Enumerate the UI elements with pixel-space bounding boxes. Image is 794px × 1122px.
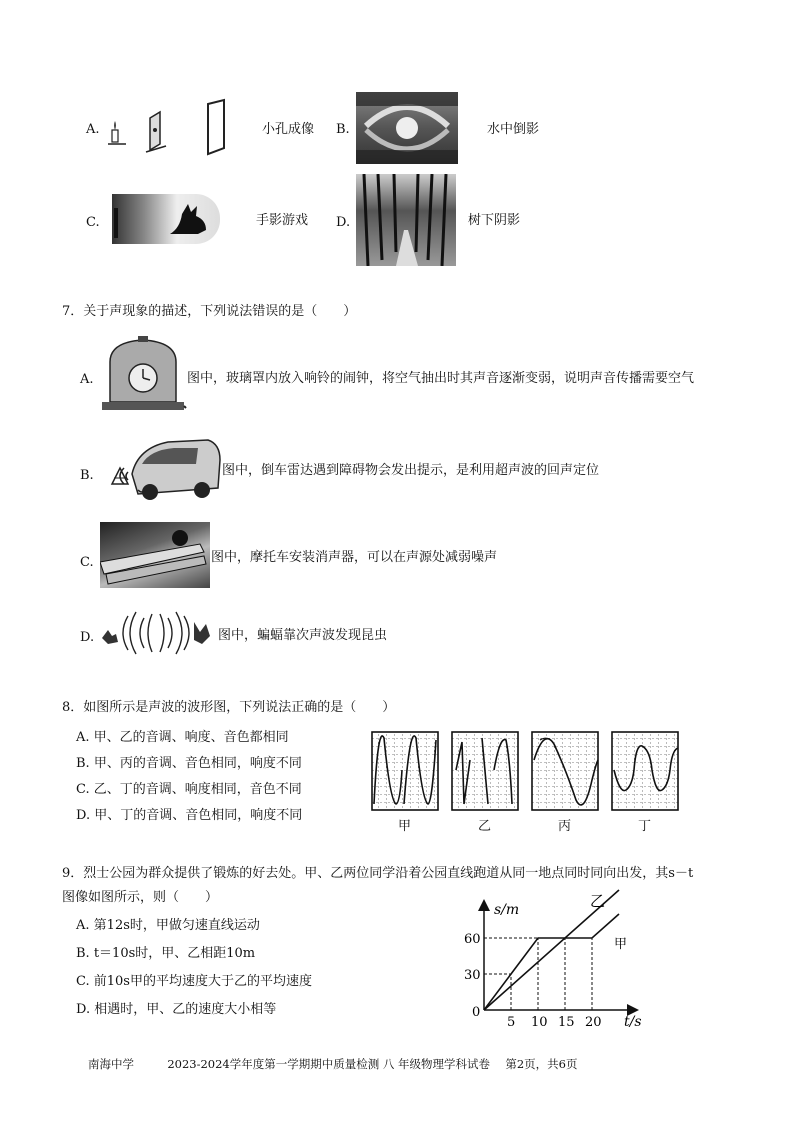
y-tick-30: 30 <box>464 968 481 983</box>
waveform-jia <box>372 732 438 810</box>
st-graph <box>460 880 650 1030</box>
y-axis-label: s/m <box>494 902 520 918</box>
q7-stem: 7．关于声现象的描述，下列说法错误的是（ ） <box>62 304 357 319</box>
origin-label: 0 <box>472 1005 481 1020</box>
x-tick-20: 20 <box>585 1015 602 1030</box>
waveform-bing <box>532 732 598 810</box>
waveform-figure <box>370 730 680 816</box>
wave-label-jia: 甲 <box>398 819 412 834</box>
q7-option-a-text: 图中，玻璃罩内放入响铃的闹钟，将空气抽出时其声音逐渐变弱，说明声音传播需要空气 <box>187 371 695 386</box>
waveform-ding <box>612 732 678 810</box>
hand-shadow-figure <box>112 194 220 244</box>
q8-option-c: C. 乙、丁的音调、响度相同，音色不同 <box>76 782 302 797</box>
x-axis-label: t/s <box>624 1014 642 1030</box>
tree-shadow-photo <box>356 174 456 266</box>
q9-option-a: A. 第12s时，甲做匀速直线运动 <box>76 918 260 933</box>
bell-jar-figure <box>100 336 186 416</box>
bat-sound-figure <box>100 608 212 658</box>
q6-option-d-letter: D. <box>336 215 351 230</box>
q9-option-c: C. 前10s甲的平均速度大于乙的平均速度 <box>76 974 312 989</box>
q6-option-b-caption: 水中倒影 <box>487 122 540 137</box>
q6-option-a-caption: 小孔成像 <box>262 122 315 137</box>
q9-stem-line2: 图像如图所示，则（ ） <box>62 890 219 905</box>
series-label-jia: 甲 <box>614 937 628 952</box>
q9-stem-line1: 9．烈士公园为群众提供了锻炼的好去处。甲、乙两位同学沿着公园直线跑道从同一地点同时同向出发，其s－t <box>62 866 694 881</box>
q7-option-c-text: 图中，摩托车安装消声器，可以在声源处减弱噪声 <box>211 550 498 565</box>
x-tick-10: 10 <box>531 1015 548 1030</box>
wave-label-yi: 乙 <box>478 819 492 834</box>
x-tick-5: 5 <box>507 1015 516 1030</box>
x-tick-15: 15 <box>558 1015 575 1030</box>
wave-label-ding: 丁 <box>638 819 652 834</box>
footer-exam: 2023-2024学年度第一学期期中质量检测 八 年级物理学科试卷 <box>167 1057 491 1071</box>
q8-option-d: D. 甲、丁的音调、音色相同，响度不同 <box>76 808 303 823</box>
q7-option-d-text: 图中，蝙蝠靠次声波发现昆虫 <box>218 628 388 643</box>
q7-option-a-letter: A. <box>80 372 94 387</box>
y-tick-60: 60 <box>464 932 481 947</box>
series-line-jia <box>484 914 619 1010</box>
q6-option-a-letter: A. <box>86 122 100 137</box>
q6-option-c-caption: 手影游戏 <box>256 213 309 228</box>
series-label-yi: 乙 <box>590 892 606 910</box>
reversing-radar-figure <box>98 434 222 504</box>
footer-page: 第2页，共6页 <box>505 1057 578 1071</box>
footer-school: 南海中学 <box>88 1057 134 1071</box>
q7-option-b-text: 图中，倒车雷达遇到障碍物会发出提示，是利用超声波的回声定位 <box>222 463 600 478</box>
q8-option-b: B. 甲、丙的音调、音色相同，响度不同 <box>76 756 302 771</box>
waveform-yi <box>452 732 518 810</box>
q9-option-d: D. 相遇时，甲、乙的速度大小相等 <box>76 1002 277 1017</box>
q7-option-c-letter: C. <box>80 555 94 570</box>
motorcycle-muffler-photo <box>100 522 210 588</box>
pinhole-camera-figure <box>108 100 238 160</box>
q8-stem: 8．如图所示是声波的波形图，下列说法正确的是（ ） <box>62 700 396 715</box>
q6-option-c-letter: C. <box>86 215 100 230</box>
q7-option-d-letter: D. <box>80 630 95 645</box>
q8-option-a: A. 甲、乙的音调、响度、音色都相同 <box>76 730 289 745</box>
water-reflection-photo <box>356 92 458 164</box>
q6-option-d-caption: 树下阴影 <box>468 213 521 228</box>
page-footer <box>88 1056 578 1072</box>
q6-option-b-letter: B. <box>336 122 350 137</box>
q7-option-b-letter: B. <box>80 468 94 483</box>
q9-option-b: B. t＝10s时，甲、乙相距10m <box>76 946 256 961</box>
wave-label-bing: 丙 <box>558 819 572 834</box>
